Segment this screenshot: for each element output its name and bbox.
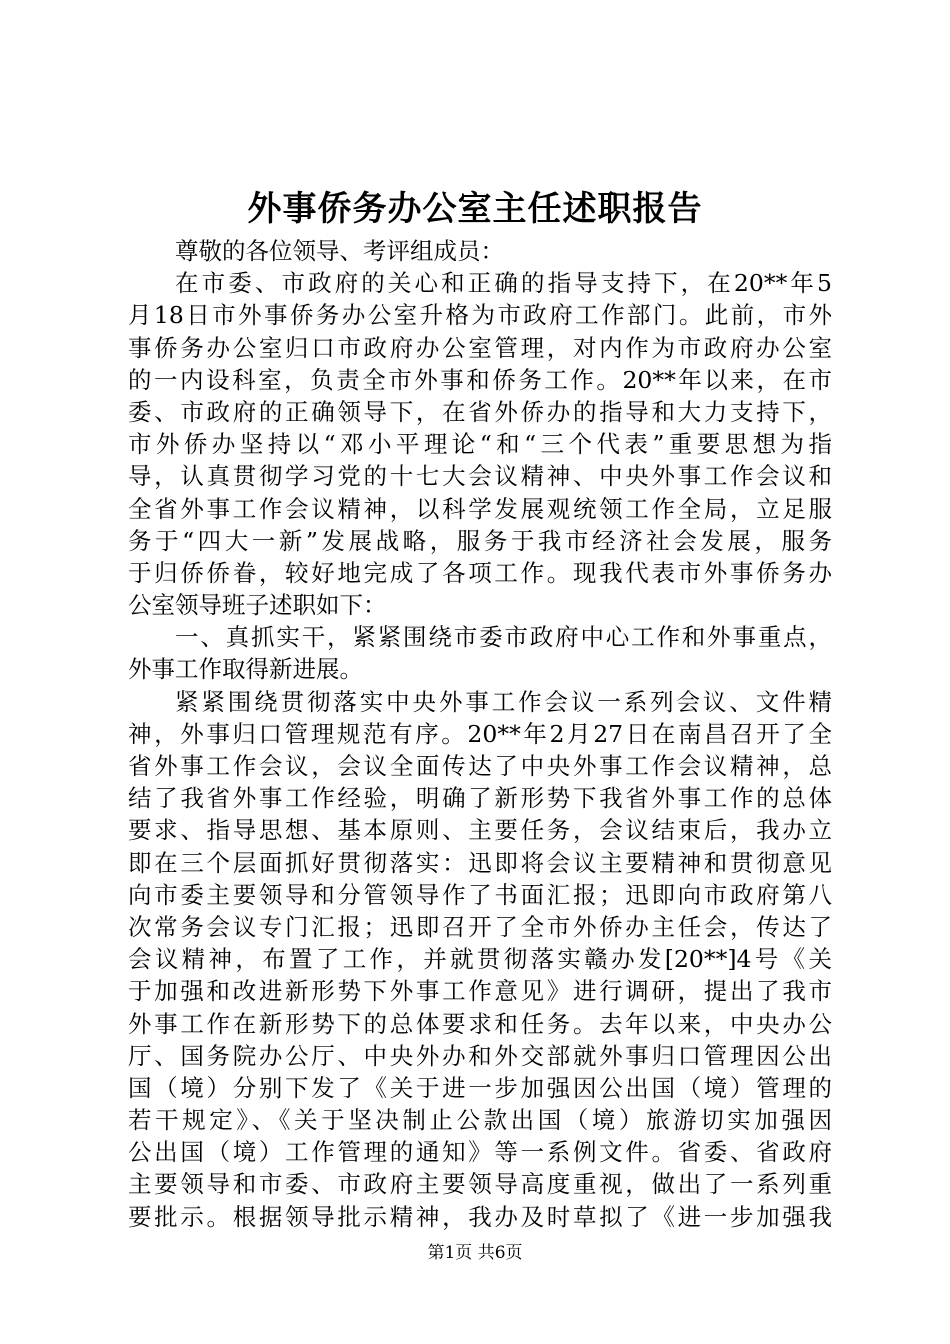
- paragraph-line: 于加强和改进新形势下外事工作意见》进行调研，提出了我市: [128, 977, 832, 1006]
- paragraph-line: 公出国（境）工作管理的通知》等一系例文件。省委、省政府: [128, 1138, 832, 1167]
- paragraph-line: 事侨务办公室归口市政府办公室管理，对内作为市政府办公室: [128, 333, 832, 362]
- paragraph-line: 外事工作在新形势下的总体要求和任务。去年以来，中央办公: [128, 1009, 832, 1038]
- paragraph-line: 月18日市外事侨务办公室升格为市政府工作部门。此前，市外: [128, 301, 832, 330]
- paragraph-line: 于归侨侨眷，较好地完成了各项工作。现我代表市外事侨务办: [128, 558, 832, 587]
- paragraph-line: 即在三个层面抓好贯彻落实：迅即将会议主要精神和贯彻意见: [128, 848, 832, 877]
- paragraph-line: 次常务会议专门汇报；迅即召开了全市外侨办主任会，传达了: [128, 912, 832, 941]
- paragraph-line: 会议精神，布置了工作，并就贯彻落实赣办发[20**]4号《关: [128, 945, 832, 974]
- paragraph-line: 要批示。根据领导批示精神，我办及时草拟了《进一步加强我: [128, 1202, 832, 1231]
- paragraph-line: 神，外事归口管理规范有序。20**年2月27日在南昌召开了全: [128, 719, 832, 748]
- paragraph-line: 省外事工作会议，会议全面传达了中央外事工作会议精神，总: [128, 752, 832, 780]
- paragraph-line: 务于“四大一新”发展战略，服务于我市经济社会发展，服务: [128, 526, 832, 555]
- paragraph-line: 市外侨办坚持以“邓小平理论“和“三个代表”重要思想为指: [128, 430, 832, 459]
- paragraph-line: 国（境）分别下发了《关于进一步加强因公出国（境）管理的: [128, 1073, 832, 1102]
- paragraph-line: 主要领导和市委、市政府主要领导高度重视，做出了一系列重: [128, 1170, 832, 1199]
- paragraph-line: 要求、指导思想、基本原则、主要任务，会议结束后，我办立: [128, 816, 832, 845]
- paragraph-line: 全省外事工作会议精神，以科学发展观统领工作全局，立足服: [128, 494, 832, 523]
- paragraph-line: 若干规定》、《关于坚决制止公款出国（境）旅游切实加强因: [128, 1106, 832, 1135]
- paragraph-line: 厅、国务院办公厅、中央外办和外交部就外事归口管理因公出: [128, 1041, 832, 1070]
- paragraph-line: 紧紧围绕贯彻落实中央外事工作会议一系列会议、文件精: [175, 687, 832, 716]
- page-footer: 第1页 共6页: [427, 1243, 523, 1263]
- paragraph-line: 在市委、市政府的关心和正确的指导支持下，在20**年5: [175, 269, 832, 298]
- paragraph-line: 的一内设科室，负责全市外事和侨务工作。20**年以来，在市: [128, 365, 832, 394]
- section-heading-line: 一、真抓实干，紧紧围绕市委市政府中心工作和外事重点，: [175, 623, 832, 652]
- document-title: 外事侨务办公室主任述职报告: [247, 189, 703, 229]
- paragraph-line: 向市委主要领导和分管领导作了书面汇报；迅即向市政府第八: [128, 880, 832, 909]
- paragraph-line: 导，认真贯彻学习党的十七大会议精神、中央外事工作会议和: [128, 462, 832, 491]
- salutation-line: 尊敬的各位领导、考评组成员：: [175, 237, 504, 265]
- section-heading-line: 外事工作取得新进展。: [128, 655, 363, 684]
- document-body: [128, 235, 838, 1233]
- paragraph-line: 公室领导班子述职如下：: [128, 591, 387, 620]
- paragraph-line: 结了我省外事工作经验，明确了新形势下我省外事工作的总体: [128, 784, 832, 813]
- paragraph-line: 委、市政府的正确领导下，在省外侨办的指导和大力支持下，: [128, 397, 832, 426]
